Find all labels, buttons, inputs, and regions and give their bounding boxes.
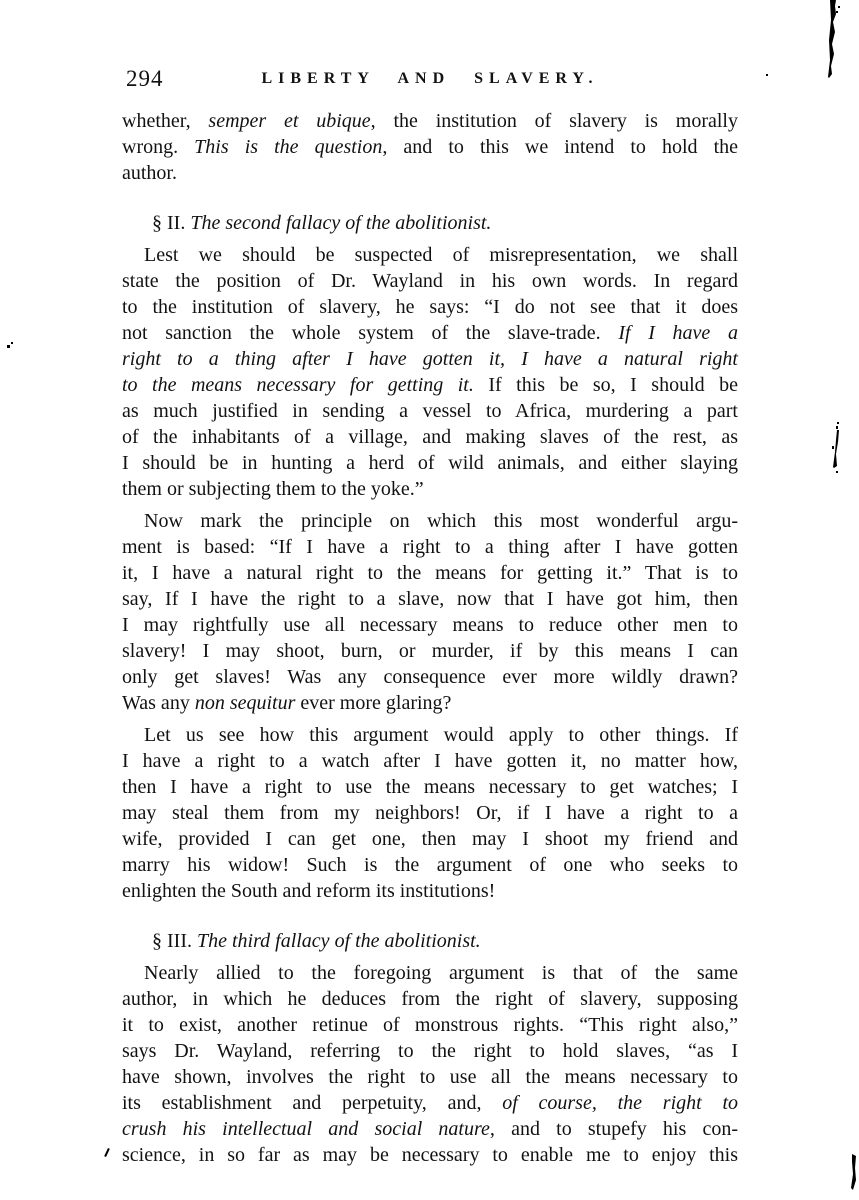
text-segment: I may rightfully use all necessary means to reduce other men to bbox=[122, 614, 738, 636]
text-segment: wrong. bbox=[122, 136, 195, 158]
text-line bbox=[122, 748, 738, 774]
text-line bbox=[122, 878, 738, 904]
italic-text-segment: The second fallacy of the abolitionist. bbox=[190, 212, 492, 234]
text-segment: marry his widow! Such is the argument of one who seeks to bbox=[122, 854, 738, 876]
paragraph bbox=[122, 722, 738, 904]
page-number: 294 bbox=[126, 66, 164, 91]
text-line bbox=[122, 268, 738, 294]
text-segment: Now mark the principle on which this most wonderful argu- bbox=[144, 510, 738, 532]
text-line bbox=[122, 986, 738, 1012]
text-segment: I have a right to a watch after I have gotten it, no matter how, bbox=[122, 750, 738, 772]
text-segment: science, in so far as may be necessary to enable me to enjoy this bbox=[122, 1144, 738, 1166]
paragraph bbox=[122, 508, 738, 716]
text-segment: I should be in hunting a herd of wild animals, and either slaying bbox=[122, 452, 738, 474]
text-segment: author. bbox=[122, 162, 177, 184]
text-segment: , and to this we intend to hold the bbox=[382, 136, 739, 158]
text-line bbox=[122, 450, 738, 476]
section-heading bbox=[122, 210, 738, 236]
text-segment: Nearly allied to the foregoing argument is that of the same bbox=[144, 962, 738, 984]
text-line bbox=[122, 476, 738, 502]
text-line bbox=[122, 560, 738, 586]
text-line bbox=[122, 1142, 738, 1168]
text-line bbox=[122, 372, 738, 398]
scan-speck-header-right bbox=[766, 74, 768, 76]
paragraph bbox=[122, 242, 738, 502]
scan-speck-left-margin bbox=[7, 345, 10, 348]
scan-speck-left-margin-2 bbox=[11, 342, 13, 344]
italic-text-segment: to the means necessary for getting it. bbox=[122, 374, 474, 396]
text-segment: as much justified in sending a vessel to Africa, murdering a part bbox=[122, 400, 738, 422]
text-segment: it, I have a natural right to the means for getting it.” That is to bbox=[122, 562, 738, 584]
text-line bbox=[122, 320, 738, 346]
text-segment: § II. bbox=[152, 212, 191, 234]
text-line bbox=[122, 398, 738, 424]
text-segment: it to exist, another retinue of monstrous rights. “This right also,” bbox=[122, 1014, 738, 1036]
text-segment: only get slaves! Was any consequence ever more wildly drawn? bbox=[122, 666, 738, 688]
scan-artifact-right-mid bbox=[828, 422, 842, 474]
italic-text-segment: If I have a bbox=[618, 322, 738, 344]
italic-text-segment: The third fallacy of the abolitionist. bbox=[196, 930, 481, 952]
text-segment: may steal them from my neighbors! Or, if I have a right to a bbox=[122, 802, 738, 824]
text-line bbox=[122, 774, 738, 800]
text-line bbox=[122, 160, 738, 186]
text-line bbox=[122, 690, 738, 716]
text-line bbox=[122, 852, 738, 878]
italic-text-segment: of course, the right to bbox=[502, 1092, 738, 1114]
scan-artifact-top-right bbox=[824, 0, 842, 82]
text-line bbox=[122, 1064, 738, 1090]
text-line bbox=[122, 612, 738, 638]
text-line bbox=[122, 722, 738, 748]
text-line bbox=[122, 664, 738, 690]
text-segment: whether, bbox=[122, 110, 209, 132]
italic-text-segment: This is the question bbox=[194, 136, 383, 158]
text-segment: , the institution of slavery is morally bbox=[370, 110, 738, 132]
text-line bbox=[122, 638, 738, 664]
text-line bbox=[122, 1090, 738, 1116]
text-segment: to the institution of slavery, he says: “I do not see that it does bbox=[122, 296, 738, 318]
text-segment: say, If I have the right to a slave, now that I have got him, then bbox=[122, 588, 738, 610]
text-segment: ever more glaring? bbox=[295, 692, 452, 714]
text-line bbox=[122, 508, 738, 534]
text-line bbox=[122, 108, 738, 134]
text-line bbox=[122, 210, 738, 236]
italic-text-segment: semper et ubique bbox=[208, 110, 371, 132]
text-line bbox=[122, 928, 738, 954]
text-line bbox=[122, 1038, 738, 1064]
section-heading bbox=[122, 928, 738, 954]
text-segment: then I have a right to use the means necessary to get watches; I bbox=[122, 776, 738, 798]
text-line bbox=[122, 586, 738, 612]
text-segment: slavery! I may shoot, burn, or murder, if by this means I can bbox=[122, 640, 738, 662]
text-line bbox=[122, 346, 738, 372]
text-line bbox=[122, 134, 738, 160]
text-line bbox=[122, 1012, 738, 1038]
text-segment: , and to stupefy his con- bbox=[489, 1118, 738, 1140]
text-segment: says Dr. Wayland, referring to the right to hold slaves, “as I bbox=[122, 1040, 738, 1062]
paragraph bbox=[122, 960, 738, 1168]
page-body bbox=[122, 108, 738, 1168]
text-line bbox=[122, 960, 738, 986]
text-segment: enlighten the South and reform its institutions! bbox=[122, 880, 496, 902]
scan-artifact-bottom-right bbox=[848, 1154, 859, 1194]
italic-text-segment: crush his intellectual and social nature bbox=[122, 1118, 490, 1140]
text-line bbox=[122, 534, 738, 560]
page-header bbox=[122, 64, 738, 98]
text-segment: ment is based: “If I have a right to a thing after I have gotten bbox=[122, 536, 738, 558]
text-segment: author, in which he deduces from the right of slavery, supposing bbox=[122, 988, 738, 1010]
text-segment: state the position of Dr. Wayland in his own words. In regard bbox=[122, 270, 738, 292]
text-line bbox=[122, 242, 738, 268]
text-segment: have shown, involves the right to use all the means necessary to bbox=[122, 1066, 738, 1088]
text-segment: them or subjecting them to the yoke.” bbox=[122, 478, 424, 500]
scan-speck-bottom-left bbox=[104, 1148, 110, 1157]
italic-text-segment: right to a thing after I have gotten it, I have a natural right bbox=[122, 348, 738, 370]
text-segment: Was any bbox=[122, 692, 195, 714]
text-line bbox=[122, 800, 738, 826]
text-segment: If this be so, I should be bbox=[473, 374, 738, 396]
text-segment: Lest we should be suspected of misrepresentation, we shall bbox=[144, 244, 738, 266]
running-head: LIBERTY AND SLAVERY. bbox=[261, 70, 599, 87]
italic-text-segment: non sequitur bbox=[194, 692, 296, 714]
text-line bbox=[122, 826, 738, 852]
text-segment: § III. bbox=[152, 930, 197, 952]
text-segment: wife, provided I can get one, then may I shoot my friend and bbox=[122, 828, 738, 850]
text-segment: not sanction the whole system of the slave-trade. bbox=[122, 322, 619, 344]
text-line bbox=[122, 424, 738, 450]
text-segment: Let us see how this argument would apply to other things. If bbox=[144, 724, 738, 746]
text-segment: its establishment and perpetuity, and, bbox=[122, 1092, 503, 1114]
text-line bbox=[122, 294, 738, 320]
text-segment: of the inhabitants of a village, and making slaves of the rest, as bbox=[122, 426, 738, 448]
text-line bbox=[122, 1116, 738, 1142]
paragraph bbox=[122, 108, 738, 186]
